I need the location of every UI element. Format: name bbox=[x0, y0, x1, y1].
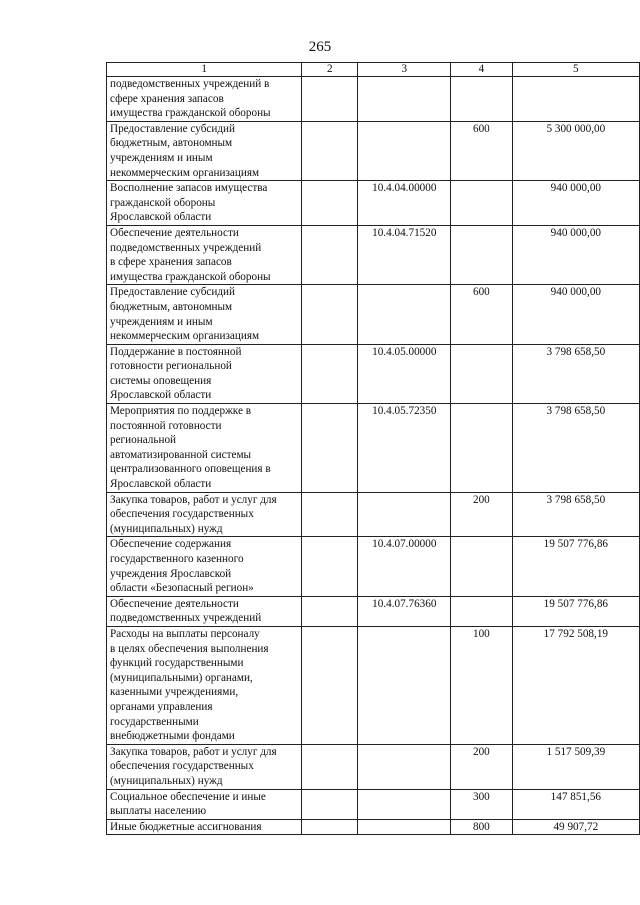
row-name-line: Обеспечение деятельности bbox=[110, 597, 239, 610]
row-col2 bbox=[302, 789, 358, 819]
row-expense-type bbox=[451, 344, 513, 403]
table-body bbox=[107, 77, 640, 835]
row-col2 bbox=[302, 596, 358, 626]
row-name-line: государственного казенного bbox=[110, 553, 244, 565]
row-amount: 940 000,00 bbox=[512, 181, 639, 226]
row-name-line: бюджетным, автономным bbox=[110, 300, 233, 313]
row-name-line: Предоставление субсидий bbox=[110, 122, 236, 135]
row-name bbox=[107, 344, 302, 403]
row-col2 bbox=[302, 77, 358, 122]
row-name bbox=[107, 404, 302, 493]
row-name-line: готовности региональной bbox=[110, 360, 232, 373]
row-name bbox=[107, 181, 302, 226]
table-row bbox=[107, 285, 640, 344]
row-amount: 19 507 776,86 bbox=[512, 596, 639, 626]
row-expense-type: 100 bbox=[451, 626, 513, 744]
row-expense-type bbox=[451, 537, 513, 596]
row-col2 bbox=[302, 181, 358, 226]
row-amount: 19 507 776,86 bbox=[512, 537, 639, 596]
row-code bbox=[358, 121, 451, 180]
row-name bbox=[107, 492, 302, 537]
row-name-line: (муниципальных) нужд bbox=[110, 774, 223, 787]
table-row bbox=[107, 225, 640, 284]
row-col2 bbox=[302, 537, 358, 596]
table-row bbox=[107, 789, 640, 819]
row-name bbox=[107, 121, 302, 180]
row-col2 bbox=[302, 492, 358, 537]
row-name-line: в целях обеспечения выполнения bbox=[110, 642, 269, 655]
row-name bbox=[107, 819, 302, 835]
row-expense-type: 200 bbox=[451, 492, 513, 537]
row-amount: 49 907,72 bbox=[512, 819, 639, 835]
row-name-line: имущества гражданской обороны bbox=[110, 107, 271, 120]
row-expense-type bbox=[451, 181, 513, 226]
row-name-line: Мероприятия по поддержке в bbox=[110, 405, 251, 418]
row-code bbox=[358, 285, 451, 344]
row-name-line: Иные бюджетные ассигнования bbox=[110, 820, 262, 833]
row-code bbox=[358, 744, 451, 789]
row-name-line: казенными учреждениями, bbox=[110, 686, 239, 699]
table-row bbox=[107, 121, 640, 180]
row-name-line: учреждениям и иным bbox=[110, 315, 213, 328]
row-name-line: государственными bbox=[110, 715, 199, 728]
row-code bbox=[358, 626, 451, 744]
row-name bbox=[107, 596, 302, 626]
row-name-line: Закупка товаров, работ и услуг для bbox=[110, 745, 277, 758]
row-name-line: некоммерческим организациям bbox=[110, 166, 260, 179]
table-row bbox=[107, 744, 640, 789]
row-col2 bbox=[302, 285, 358, 344]
row-name-line: Ярославской области bbox=[110, 478, 212, 491]
row-code: 10.4.07.76360 bbox=[358, 596, 451, 626]
row-name-line: функций государственными bbox=[110, 657, 244, 670]
row-amount: 3 798 658,50 bbox=[512, 344, 639, 403]
row-col2 bbox=[302, 121, 358, 180]
row-name-line: постоянной готовности bbox=[110, 419, 222, 432]
row-code: 10.4.05.00000 bbox=[358, 344, 451, 403]
row-code bbox=[358, 789, 451, 819]
row-name-line: Предоставление субсидий bbox=[110, 286, 236, 299]
row-name-line: области «Безопасный регион» bbox=[110, 582, 254, 595]
row-name-line: подведомственных учреждений bbox=[110, 612, 262, 625]
row-col2 bbox=[302, 744, 358, 789]
row-code: 10.4.05.72350 bbox=[358, 404, 451, 493]
row-name-line: некоммерческим организациям bbox=[110, 330, 260, 343]
row-expense-type bbox=[451, 596, 513, 626]
row-name bbox=[107, 77, 302, 122]
row-name-line: сфере хранения запасов bbox=[110, 92, 224, 105]
table-row bbox=[107, 819, 640, 835]
row-name bbox=[107, 225, 302, 284]
row-name-line: Ярославской области bbox=[110, 211, 212, 224]
row-amount: 940 000,00 bbox=[512, 285, 639, 344]
header-col-1: 1 bbox=[107, 63, 302, 77]
row-name-line: учреждениям и иным bbox=[110, 151, 213, 164]
row-name-line: обеспечения государственных bbox=[110, 760, 254, 773]
table-row bbox=[107, 77, 640, 122]
row-code: 10.4.04.71520 bbox=[358, 225, 451, 284]
row-expense-type bbox=[451, 404, 513, 493]
row-amount: 940 000,00 bbox=[512, 225, 639, 284]
row-name-line: бюджетным, автономным bbox=[110, 137, 233, 150]
row-amount: 1 517 509,39 bbox=[512, 744, 639, 789]
row-code: 10.4.04.00000 bbox=[358, 181, 451, 226]
row-expense-type: 800 bbox=[451, 819, 513, 835]
row-code: 10.4.07.00000 bbox=[358, 537, 451, 596]
header-col-4: 4 bbox=[451, 63, 513, 77]
row-amount: 17 792 508,19 bbox=[512, 626, 639, 744]
row-amount: 147 851,56 bbox=[512, 789, 639, 819]
row-name-line: учреждения Ярославской bbox=[110, 567, 232, 580]
row-name-line: Закупка товаров, работ и услуг для bbox=[110, 493, 277, 506]
row-name-line: Ярославской области bbox=[110, 389, 212, 402]
table-row bbox=[107, 492, 640, 537]
row-expense-type: 200 bbox=[451, 744, 513, 789]
row-amount: 3 798 658,50 bbox=[512, 404, 639, 493]
row-col2 bbox=[302, 344, 358, 403]
row-expense-type: 600 bbox=[451, 121, 513, 180]
row-name bbox=[107, 744, 302, 789]
row-name-line: Обеспечение деятельности bbox=[110, 226, 239, 239]
row-name-line: централизованного оповещения в bbox=[110, 463, 271, 476]
table-row bbox=[107, 344, 640, 403]
table-header-row bbox=[107, 63, 640, 77]
row-amount bbox=[512, 77, 639, 122]
row-name-line: подведомственных учреждений в bbox=[110, 78, 270, 90]
table-row bbox=[107, 626, 640, 744]
row-expense-type: 300 bbox=[451, 789, 513, 819]
row-name-line: подведомственных учреждений bbox=[110, 241, 262, 254]
header-col-2: 2 bbox=[302, 63, 358, 77]
row-expense-type bbox=[451, 225, 513, 284]
header-col-3: 3 bbox=[358, 63, 451, 77]
row-name-line: Расходы на выплаты персоналу bbox=[110, 627, 260, 640]
budget-table bbox=[106, 62, 640, 835]
row-name-line: имущества гражданской обороны bbox=[110, 270, 271, 283]
row-name-line: Обеспечение содержания bbox=[110, 538, 232, 551]
row-name-line: в сфере хранения запасов bbox=[110, 256, 232, 269]
table-row bbox=[107, 537, 640, 596]
row-name-line: внебюджетными фондами bbox=[110, 730, 235, 743]
row-name-line: Социальное обеспечение и иные bbox=[110, 790, 266, 803]
row-expense-type bbox=[451, 77, 513, 122]
row-name-line: (муниципальными) органами, bbox=[110, 671, 253, 684]
row-name-line: гражданской обороны bbox=[110, 196, 216, 209]
table-row bbox=[107, 404, 640, 493]
row-code bbox=[358, 492, 451, 537]
row-name bbox=[107, 537, 302, 596]
row-col2 bbox=[302, 404, 358, 493]
row-expense-type: 600 bbox=[451, 285, 513, 344]
row-name-line: обеспечения государственных bbox=[110, 508, 254, 521]
row-col2 bbox=[302, 626, 358, 744]
row-name-line: системы оповещения bbox=[110, 374, 212, 387]
row-name-line: Поддержание в постоянной bbox=[110, 345, 242, 358]
row-name-line: автоматизированной системы bbox=[110, 448, 252, 461]
row-name bbox=[107, 285, 302, 344]
table-row bbox=[107, 181, 640, 226]
row-name bbox=[107, 789, 302, 819]
row-name-line: органами управления bbox=[110, 700, 213, 713]
row-col2 bbox=[302, 225, 358, 284]
row-name-line: выплаты населению bbox=[110, 805, 207, 818]
row-code bbox=[358, 819, 451, 835]
header-col-5: 5 bbox=[512, 63, 639, 77]
row-code bbox=[358, 77, 451, 122]
row-amount: 5 300 000,00 bbox=[512, 121, 639, 180]
table-row bbox=[107, 596, 640, 626]
row-name-line: региональной bbox=[110, 434, 177, 447]
row-name-line: (муниципальных) нужд bbox=[110, 522, 223, 535]
row-amount: 3 798 658,50 bbox=[512, 492, 639, 537]
page-number: 265 bbox=[308, 39, 332, 55]
row-name bbox=[107, 626, 302, 744]
row-name-line: Восполнение запасов имущества bbox=[110, 182, 268, 195]
row-col2 bbox=[302, 819, 358, 835]
